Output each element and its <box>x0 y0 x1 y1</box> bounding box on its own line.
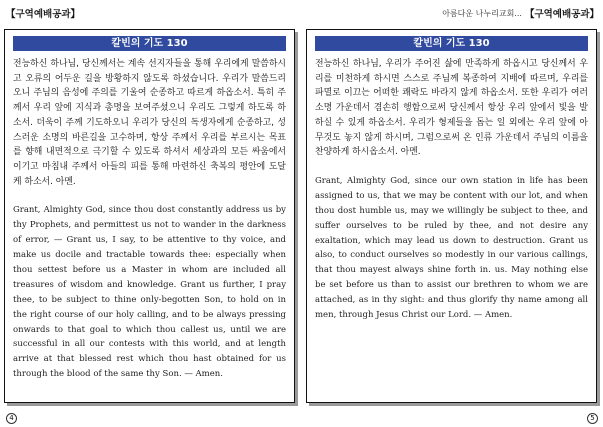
english-prayer-text: Grant, Almighty God, since thou dost constantly address us by thy Prophets, and permittest us not to wander in the darkness of error, — Grant us, I say, to be attentive to thy voice, and make us docile and tractable towards thee: especially when thou settest before us a Master in whom are included all treasures of wisdom and knowledge. Grant us further, I pray thee, to be subject to thine only-begotten Son, to hold on in the right course of our holy calling, and to be always pressing onwards to that goal to which thou callest us, until we are successful in all our contests with this world, and at length arrive at that blessed rest which thou hast obtained for us through the blood of the same thy Son. — Amen. <box>13 205 286 380</box>
page-number-left: 4 <box>6 413 17 424</box>
page-number-right: 5 <box>587 413 598 424</box>
korean-prayer-text: 전능하신 하나님, 당신께서는 계속 선지자들을 통해 우리에게 말씀하시고 오류의 어두운 길을 방황하지 않도록 하셨습니다. 우리가 말씀드리오니 주님의 음성에 주의를 기울여 순종하고 따르게 하옵소서. 특히 주께서 우리 앞에 지식과 총명을 보여주셨으니 우리도 그렇게 하도록 하소서. 더욱이 주께 기도하오니 우리가 당신의 독생자에게 순종하고, 성스러운 소명의 바른길을 고수하며, 항상 주께서 우리를 부르시는 목표를 향해 내면적으로 극기할 수 있도록 하셔서 세상과의 모든 싸움에서 이기고 마침내 주께서 아들의 피를 통해 마련하신 축복의 평안에 도달케 하소서. 아멘. <box>13 59 286 187</box>
korean-prayer-text: 전능하신 하나님, 우리가 주어진 삶에 만족하게 하옵시고 당신께서 우리를 미천하게 하시면 스스로 주님께 복종하여 지배에 따르며, 우리를 파멸로 이끄는 어떠한 쾌락도 바라지 않게 하옵소서. 또한 우리가 여러 소명 가운데서 겸손히 행함으로써 당신께서 항상 우리 앞에서 빛을 발하실 수 있게 하옵소서. 우리가 형제들을 돕는 일 외에는 우리 앞에 아무것도 놓지 않게 하시며, 그럼으로써 온 인류 가운데서 주님의 이름을 찬양하게 하시옵소서. 아멘. <box>315 59 588 158</box>
page-left <box>4 29 295 403</box>
header-tag-left: 【구역예배공과】 <box>6 9 81 20</box>
prayer-title: 칼빈의 기도 130 <box>315 36 588 51</box>
header-tag-right: 【구역예배공과】 <box>524 9 599 20</box>
english-prayer-text: Grant, Almighty God, since our own station in life has been assigned to us, that we may be content with our lot, and when thou dost humble us, may we willingly be subject to thee, and suffer ourselves to be ruled by thee, and not desire any exaltation, which may lead us down to destruction. Grant us also, to conduct ourselves so modestly in our various callings, that thou mayest always shine forth in. us. May nothing else be set before us than to assist our brethren to whom we are attached, as in thy sight: and thus glorify thy name among all men, through Jesus Christ our Lord. — Amen. <box>315 175 588 321</box>
prayer-title: 칼빈의 기도 130 <box>13 36 286 51</box>
page-right <box>306 29 597 403</box>
church-name: 아름다운 나누리교회... <box>442 8 522 18</box>
header-right <box>442 6 599 20</box>
